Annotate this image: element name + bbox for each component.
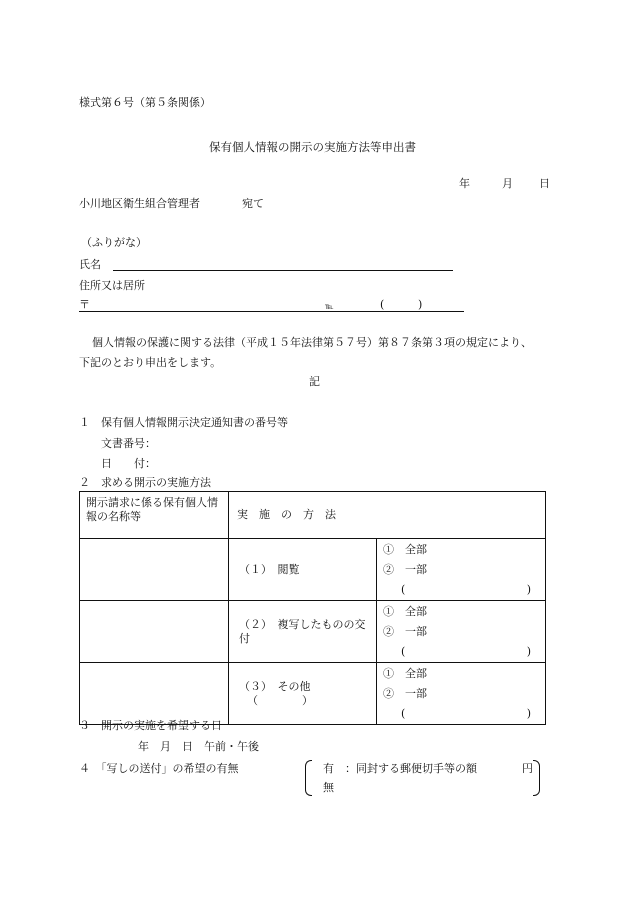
form-number: 様式第６号（第５条関係） bbox=[79, 96, 211, 109]
form-title: 保有個人情報の開示の実施方法等申出書 bbox=[209, 140, 416, 154]
method-label: （３） その他 bbox=[239, 679, 311, 693]
paren-open: ( bbox=[401, 582, 406, 596]
addressee-name: 小川地区衛生組合管理者 bbox=[79, 197, 200, 210]
part-detail[interactable] bbox=[377, 642, 545, 662]
method-cell bbox=[229, 663, 377, 725]
body-text-line1: 個人情報の保護に関する法律（平成１５年法律第５７号）第８７条第３項の規定により、 bbox=[92, 336, 532, 349]
section4-heading: ４ 「写しの送付」の希望の有無 bbox=[79, 762, 239, 775]
table-row bbox=[80, 539, 546, 601]
date-year: 年 bbox=[459, 177, 470, 190]
section1-heading: １ 保有個人情報開示決定通知書の番号等 bbox=[79, 416, 288, 429]
date-day: 日 bbox=[539, 177, 550, 190]
mail-option-no[interactable]: 無 bbox=[323, 781, 334, 794]
method-cell: （１） 閲覧 bbox=[229, 539, 377, 601]
info-name-cell[interactable] bbox=[80, 663, 229, 725]
table-header-left: 開示請求に係る保有個人情報の名称等 bbox=[80, 492, 229, 539]
option-cell bbox=[377, 539, 546, 601]
tel-paren-close: ) bbox=[418, 298, 423, 311]
option-part[interactable]: ② 一部 bbox=[383, 624, 427, 638]
name-underline bbox=[113, 270, 453, 271]
table-row bbox=[80, 601, 546, 663]
postal-mark: 〒 bbox=[79, 298, 90, 311]
address-underline bbox=[79, 311, 464, 312]
section3-date-line: 年 月 日 午前・午後 bbox=[138, 740, 259, 753]
paren-close: ) bbox=[526, 706, 531, 720]
paren-open: ( bbox=[401, 706, 406, 720]
body-text-line2: 下記のとおり申出をします。 bbox=[79, 356, 222, 369]
paren-close: ) bbox=[526, 582, 531, 596]
paren-close: ) bbox=[526, 644, 531, 658]
option-all[interactable]: ① 全部 bbox=[383, 604, 427, 618]
address-label: 住所又は居所 bbox=[79, 279, 145, 292]
info-name-cell[interactable] bbox=[80, 601, 229, 663]
paren-open: ( bbox=[401, 644, 406, 658]
addressee-suffix: 宛て bbox=[242, 197, 264, 210]
left-bracket bbox=[305, 760, 312, 796]
ki-label: 記 bbox=[309, 375, 320, 388]
option-part[interactable]: ② 一部 bbox=[383, 562, 427, 576]
option-all[interactable]: ① 全部 bbox=[383, 666, 427, 680]
option-cell bbox=[377, 601, 546, 663]
table-row bbox=[80, 663, 546, 725]
option-part[interactable]: ② 一部 bbox=[383, 686, 427, 700]
methods-table bbox=[79, 491, 546, 725]
option-all[interactable]: ① 全部 bbox=[383, 542, 427, 556]
part-detail[interactable] bbox=[377, 580, 545, 600]
right-bracket bbox=[533, 760, 540, 796]
section3-heading: ３ 開示の実施を希望する日 bbox=[79, 719, 222, 732]
info-name-cell[interactable] bbox=[80, 539, 229, 601]
tel-paren-open: ( bbox=[380, 298, 385, 311]
notice-date-label: 日 付： bbox=[101, 457, 156, 470]
date-month: 月 bbox=[502, 177, 513, 190]
mail-option-yes[interactable]: 有 ：同封する郵便切手等の額 bbox=[323, 762, 477, 775]
section2-heading: ２ 求める開示の実施方法 bbox=[79, 476, 211, 489]
table-header-row bbox=[80, 492, 546, 539]
method-other-paren[interactable]: （ ） bbox=[247, 693, 313, 707]
part-detail[interactable] bbox=[377, 704, 545, 724]
doc-number-label: 文書番号： bbox=[101, 437, 156, 450]
name-label: 氏名 bbox=[79, 258, 101, 271]
tel-label: ℡ bbox=[325, 302, 333, 311]
table-header-right: 実 施 の 方 法 bbox=[229, 492, 546, 539]
furigana-label: （ふりがな） bbox=[81, 236, 147, 249]
method-cell: （２） 複写したものの交付 bbox=[229, 601, 377, 663]
yen-label: 円 bbox=[522, 762, 533, 775]
option-cell bbox=[377, 663, 546, 725]
